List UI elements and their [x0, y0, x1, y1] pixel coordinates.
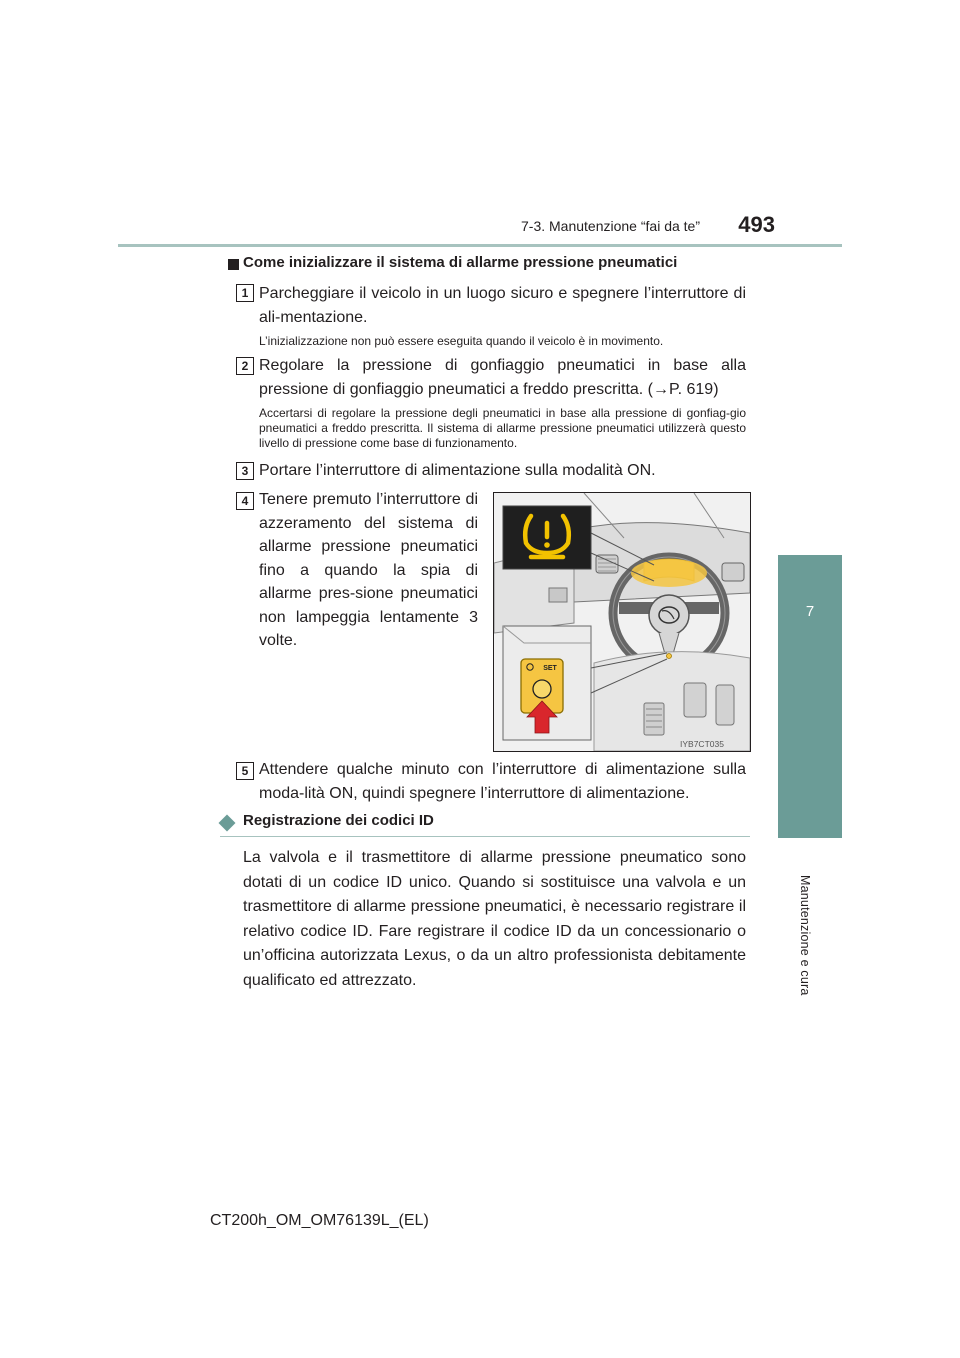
step-note: L’inizializzazione non può essere eseguita quando il veicolo è in movimento. [259, 334, 664, 348]
dashboard-illustration [494, 493, 750, 751]
step-text: Regolare la pressione di gonfiaggio pneumatici in base alla pressione di gonfiaggio pneumatici a freddo prescritta. (→P. 619) [259, 357, 746, 398]
step-badge: 5 [236, 762, 254, 780]
step-text: Parcheggiare il veicolo in un luogo sicuro e spegnere l’interruttore di ali-mentazione. [259, 285, 746, 326]
step-note: Accertarsi di regolare la pressione degli pneumatici in base alla pressione di gonfiag-gio pneumatici a freddo prescritta. Il sistema di allarme pressione pneumatici utilizzerà questo livello di pressione come base di funzionamento. [259, 406, 746, 450]
chapter-tab-label: Manutenzione e cura [798, 875, 812, 996]
figure-tpms-reset [493, 492, 751, 752]
set-button-label: SET [543, 665, 557, 672]
step-text: Attendere qualche minuto con l’interruttore di alimentazione sulla moda-lità ON, quindi spegnere l’interruttore di alimentazione. [259, 761, 746, 802]
step-badge: 2 [236, 357, 254, 375]
subsection-body: La valvola e il trasmettitore di allarme pressione pneumatico sono dotati di un codice ID unico. Quando si sostituisce una valvola e un trasmettitore di allarme pressione pneumatici, è necessario registrare il relativo codice ID. Fare registrare il codice ID da un concessionario o un’officina autorizzata Lexus, o da un altro professionista debitamente qualificato ed attrezzato. [243, 849, 746, 989]
step-text: Tenere premuto l’interruttore di azzeramento del sistema di allarme pressione pneumatici fino a quando la spia di allarme pres-sione pneumatici non lampeggia lentamente 3 volte. [259, 491, 478, 649]
header-divider [118, 244, 842, 247]
section-title: Come inizializzare il sistema di allarme pressione pneumatici [243, 254, 678, 271]
subsection-title: Registrazione dei codici ID [243, 812, 434, 829]
document-code: CT200h_OM_OM76139L_(EL) [210, 1212, 429, 1229]
chapter-tab-number: 7 [805, 603, 815, 620]
step-badge: 4 [236, 492, 254, 510]
section-bullet-icon [228, 259, 239, 270]
header-section-title: 7-3. Manutenzione “fai da te” [521, 218, 700, 234]
step-text: Portare l’interruttore di alimentazione sulla modalità ON. [259, 462, 656, 479]
figure-code: IYB7CT035 [680, 739, 724, 749]
page-number: 493 [738, 212, 775, 237]
step-badge: 1 [236, 284, 254, 302]
chapter-tab [778, 555, 842, 838]
diamond-bullet-icon [219, 815, 236, 832]
step-badge: 3 [236, 462, 254, 480]
subsection-divider [220, 836, 750, 837]
